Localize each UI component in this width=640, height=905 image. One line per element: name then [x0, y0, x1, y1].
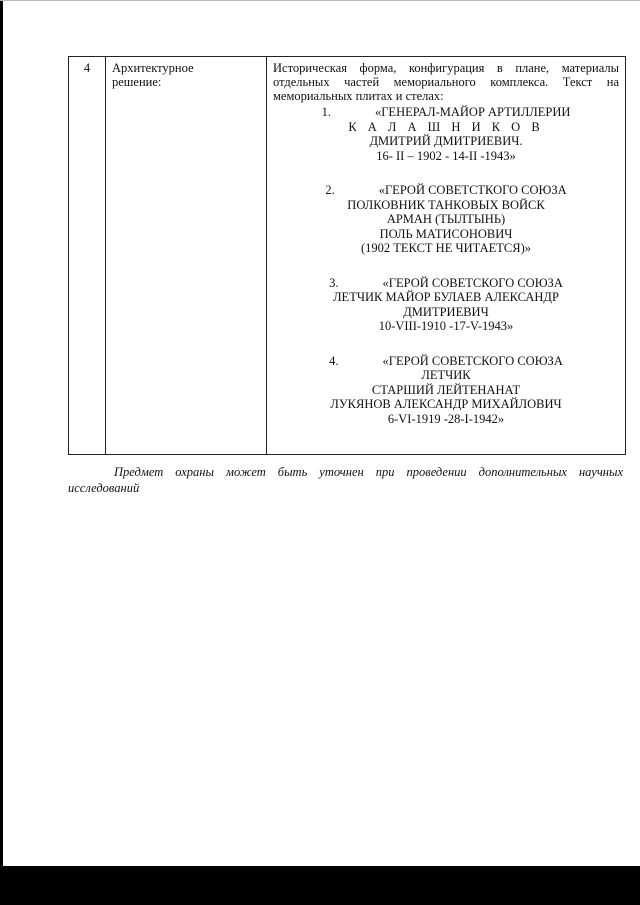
scan-border-top [0, 0, 640, 1]
plaque-text-2 [273, 183, 619, 256]
plaque-line: 10-VIII-1910 -17-V-1943» [378, 319, 514, 333]
plaque-text-3 [273, 276, 619, 334]
footnote: Предмет охраны может быть уточнен при проведении дополнительных научных исследований [68, 465, 623, 495]
row-number: 4 [69, 57, 106, 455]
plaque-line: ПОЛКОВНИК ТАНКОВЫХ ВОЙСК [347, 197, 545, 212]
table-row [69, 57, 626, 455]
plaque-line: К А Л А Ш Н И К О В [348, 119, 544, 134]
scan-border-left [0, 0, 3, 905]
plaque-line: СТАРШИЙ ЛЕЙТЕНАНАТ [371, 382, 521, 397]
heritage-table [68, 56, 626, 455]
plaque-line: ЛЕТЧИК [421, 368, 471, 382]
plaque-number: 2. [325, 183, 335, 197]
plaque-number: 3. [329, 275, 339, 290]
plaque-line: АРМАН (ТЫЛТЫНЬ) [386, 212, 506, 226]
row-content [267, 57, 626, 455]
plaque-line: ЛЕТЧИК МАЙОР БУЛАЕВ АЛЕКСАНДР [333, 290, 559, 304]
content-intro: Историческая форма, конфигурация в плане, материалы отдельных частей мемориального комплекса. Текст на мемориальных плитах и стелах: [273, 61, 619, 103]
plaque-line: ПОЛЬ МАТИСОНОВИЧ [379, 226, 513, 241]
row-label-line: решение: [112, 75, 162, 89]
scan-border-bottom [0, 866, 640, 905]
plaque-line: 16- II – 1902 - 14-II -1943» [376, 148, 516, 163]
plaque-line: ДМИТРИЕВИЧ [403, 304, 489, 319]
plaque-line: «ГЕНЕРАЛ-МАЙОР АРТИЛЛЕРИИ [374, 105, 571, 119]
plaque-text-4 [273, 354, 619, 427]
plaque-text-1 [273, 105, 619, 163]
plaque-number: 1. [321, 105, 331, 119]
row-label [106, 57, 267, 455]
plaque-line: 6-VI-1919 -28-I-1942» [387, 411, 505, 426]
plaque-line: ДМИТРИЙ ДМИТРИЕВИЧ. [369, 134, 523, 148]
plaque-line: «ГЕРОЙ СОВЕТСКОГО СОЮЗА [382, 275, 563, 290]
plaque-line: «ГЕРОЙ СОВЕТСКОГО СОЮЗА [382, 353, 563, 368]
row-label-line: Архитектурное [112, 61, 194, 75]
plaque-line: «ГЕРОЙ СОВЕТСТКОГО СОЮЗА [378, 183, 567, 197]
plaque-number: 4. [329, 353, 339, 368]
plaque-line: (1902 ТЕКСТ НЕ ЧИТАЕТСЯ)» [360, 241, 532, 255]
plaque-line: ЛУКЯНОВ АЛЕКСАНДР МИХАЙЛОВИЧ [330, 397, 562, 411]
